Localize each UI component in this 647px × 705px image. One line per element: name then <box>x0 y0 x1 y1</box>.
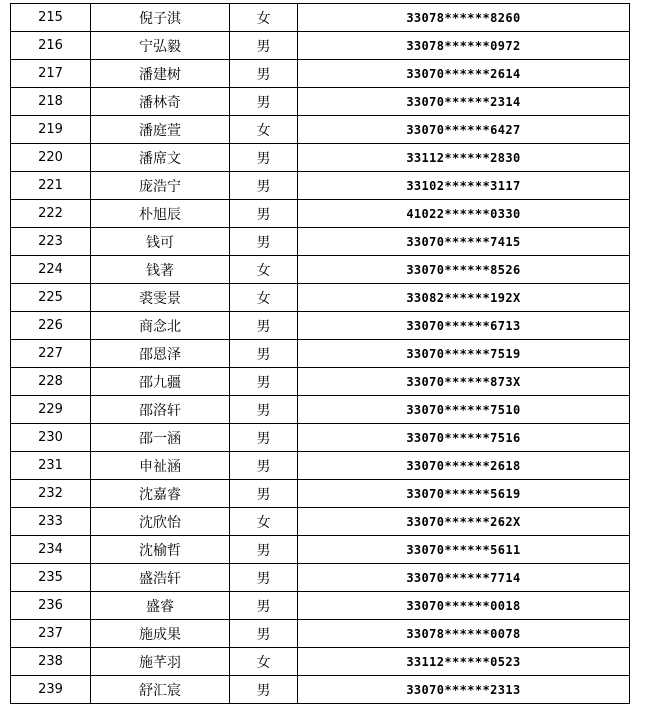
gender-cell: 男 <box>230 592 298 619</box>
table-row <box>11 256 629 284</box>
name-cell: 朴旭辰 <box>91 200 230 227</box>
gender-cell: 男 <box>230 676 298 703</box>
id-number-cell: 33070******7714 <box>406 570 521 585</box>
row-number-cell: 228 <box>11 368 91 395</box>
table-row <box>11 228 629 256</box>
name-cell: 邵洛轩 <box>91 396 230 423</box>
row-number-cell: 229 <box>11 396 91 423</box>
name-cell: 潘席文 <box>91 144 230 171</box>
gender-cell: 女 <box>230 648 298 675</box>
id-number-cell: 33070******2313 <box>406 682 521 697</box>
gender-cell: 男 <box>230 564 298 591</box>
id-number-cell: 33070******5619 <box>406 486 521 501</box>
gender-cell: 男 <box>230 396 298 423</box>
table-row <box>11 424 629 452</box>
table-row <box>11 480 629 508</box>
row-number-cell: 215 <box>11 4 91 31</box>
table-row <box>11 340 629 368</box>
row-number-cell: 225 <box>11 284 91 311</box>
id-number-cell: 33070******8526 <box>406 262 521 277</box>
table-row <box>11 200 629 228</box>
id-number-cell: 33070******7519 <box>406 346 521 361</box>
id-number-cell: 33070******2314 <box>406 94 521 109</box>
id-number-cell: 33078******0078 <box>406 626 521 641</box>
gender-cell: 男 <box>230 340 298 367</box>
row-number-cell: 239 <box>11 676 91 703</box>
table-row <box>11 88 629 116</box>
roster-table <box>10 3 630 704</box>
name-cell: 倪子淇 <box>91 4 230 31</box>
name-cell: 钱可 <box>91 228 230 255</box>
row-number-cell: 223 <box>11 228 91 255</box>
table-row <box>11 676 629 704</box>
gender-cell: 女 <box>230 508 298 535</box>
gender-cell: 男 <box>230 200 298 227</box>
table-row <box>11 396 629 424</box>
row-number-cell: 221 <box>11 172 91 199</box>
row-number-cell: 237 <box>11 620 91 647</box>
name-cell: 邵九疆 <box>91 368 230 395</box>
row-number-cell: 230 <box>11 424 91 451</box>
id-number-cell: 33070******262X <box>406 514 521 529</box>
gender-cell: 男 <box>230 480 298 507</box>
gender-cell: 男 <box>230 144 298 171</box>
id-number-cell: 33070******6713 <box>406 318 521 333</box>
id-number-cell: 33070******7415 <box>406 234 521 249</box>
name-cell: 钱著 <box>91 256 230 283</box>
row-number-cell: 238 <box>11 648 91 675</box>
gender-cell: 男 <box>230 312 298 339</box>
name-cell: 潘庭萱 <box>91 116 230 143</box>
id-number-cell: 33078******0972 <box>406 38 521 53</box>
gender-cell: 男 <box>230 620 298 647</box>
name-cell: 潘林奇 <box>91 88 230 115</box>
gender-cell: 男 <box>230 452 298 479</box>
table-row <box>11 60 629 88</box>
gender-cell: 男 <box>230 60 298 87</box>
name-cell: 庞浩宁 <box>91 172 230 199</box>
table-row <box>11 620 629 648</box>
name-cell: 宁弘毅 <box>91 32 230 59</box>
id-number-cell: 33070******2618 <box>406 458 521 473</box>
id-number-cell: 33112******2830 <box>406 150 521 165</box>
row-number-cell: 234 <box>11 536 91 563</box>
row-number-cell: 217 <box>11 60 91 87</box>
name-cell: 盛浩轩 <box>91 564 230 591</box>
gender-cell: 男 <box>230 228 298 255</box>
table-row <box>11 368 629 396</box>
gender-cell: 女 <box>230 116 298 143</box>
row-number-cell: 219 <box>11 116 91 143</box>
gender-cell: 男 <box>230 536 298 563</box>
name-cell: 裘雯景 <box>91 284 230 311</box>
name-cell: 商念北 <box>91 312 230 339</box>
table-row <box>11 452 629 480</box>
name-cell: 舒汇宸 <box>91 676 230 703</box>
table-row <box>11 144 629 172</box>
table-row <box>11 4 629 32</box>
row-number-cell: 233 <box>11 508 91 535</box>
gender-cell: 女 <box>230 284 298 311</box>
name-cell: 潘建树 <box>91 60 230 87</box>
row-number-cell: 232 <box>11 480 91 507</box>
gender-cell: 男 <box>230 424 298 451</box>
name-cell: 施芊羽 <box>91 648 230 675</box>
id-number-cell: 33070******6427 <box>406 122 521 137</box>
table-row <box>11 32 629 60</box>
id-number-cell: 33102******3117 <box>406 178 521 193</box>
table-row <box>11 536 629 564</box>
name-cell: 盛睿 <box>91 592 230 619</box>
name-cell: 申祉涵 <box>91 452 230 479</box>
row-number-cell: 224 <box>11 256 91 283</box>
table-row <box>11 592 629 620</box>
id-number-cell: 41022******0330 <box>406 206 521 221</box>
gender-cell: 男 <box>230 88 298 115</box>
row-number-cell: 235 <box>11 564 91 591</box>
table-row <box>11 312 629 340</box>
id-number-cell: 33070******5611 <box>406 542 521 557</box>
gender-cell: 男 <box>230 172 298 199</box>
table-row <box>11 564 629 592</box>
id-number-cell: 33070******7510 <box>406 402 521 417</box>
id-number-cell: 33070******7516 <box>406 430 521 445</box>
table-row <box>11 648 629 676</box>
id-number-cell: 33070******0018 <box>406 598 521 613</box>
name-cell: 邵一涵 <box>91 424 230 451</box>
name-cell: 沈欣怡 <box>91 508 230 535</box>
gender-cell: 女 <box>230 256 298 283</box>
id-number-cell: 33070******873X <box>406 374 521 389</box>
row-number-cell: 216 <box>11 32 91 59</box>
table-row <box>11 284 629 312</box>
id-number-cell: 33070******2614 <box>406 66 521 81</box>
row-number-cell: 226 <box>11 312 91 339</box>
name-cell: 沈嘉睿 <box>91 480 230 507</box>
gender-cell: 男 <box>230 368 298 395</box>
gender-cell: 女 <box>230 4 298 31</box>
row-number-cell: 231 <box>11 452 91 479</box>
name-cell: 邵恩泽 <box>91 340 230 367</box>
table-row <box>11 172 629 200</box>
name-cell: 施成果 <box>91 620 230 647</box>
id-number-cell: 33078******8260 <box>406 10 521 25</box>
id-number-cell: 33082******192X <box>406 290 521 305</box>
row-number-cell: 218 <box>11 88 91 115</box>
table-row <box>11 508 629 536</box>
row-number-cell: 222 <box>11 200 91 227</box>
row-number-cell: 236 <box>11 592 91 619</box>
id-number-cell: 33112******0523 <box>406 654 521 669</box>
row-number-cell: 220 <box>11 144 91 171</box>
name-cell: 沈榆哲 <box>91 536 230 563</box>
row-number-cell: 227 <box>11 340 91 367</box>
table-row <box>11 116 629 144</box>
gender-cell: 男 <box>230 32 298 59</box>
